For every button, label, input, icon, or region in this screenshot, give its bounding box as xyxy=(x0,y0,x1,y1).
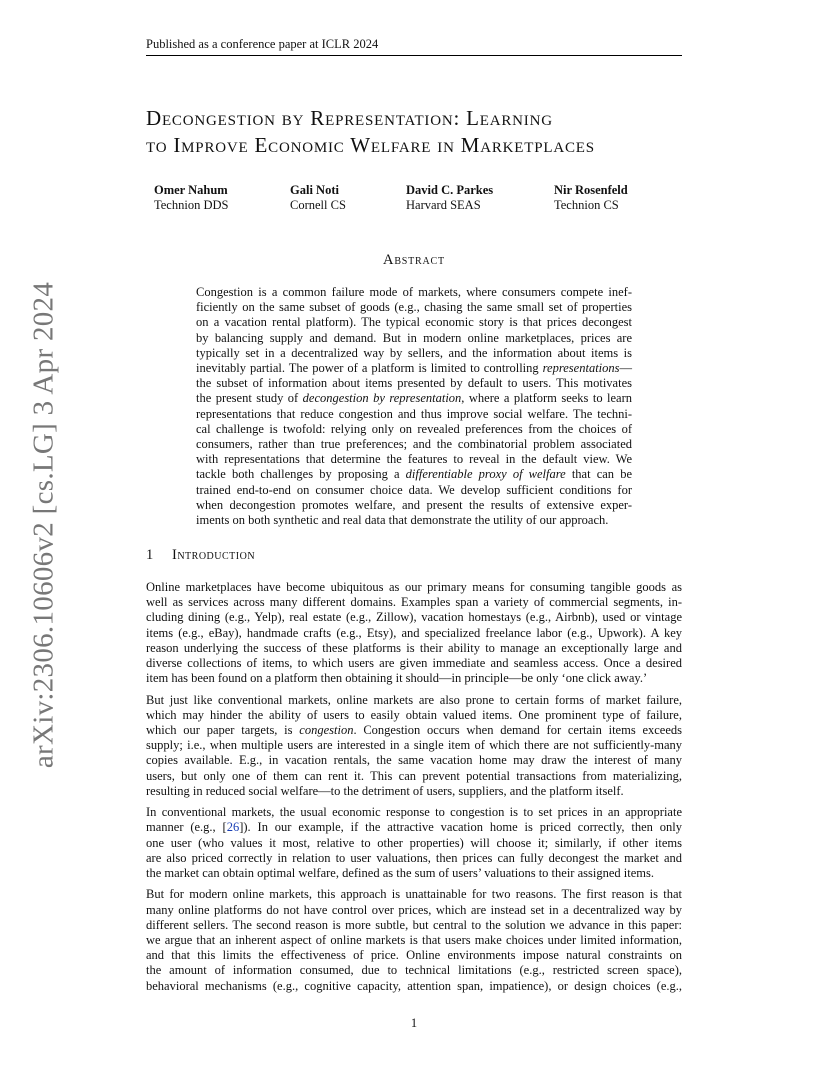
arxiv-identifier-text: arXiv:2306.10606v2 [cs.LG] 3 Apr 2024 xyxy=(27,281,60,769)
paragraph: In conventional markets, the usual economic response to congestion is to set prices in an appropriate manner (e.g., [26]). In our example, if the attractive vacation home is priced correctly, then only one user (who values it most, relative to other properties) will choose it; similarly, if other items are also priced correctly in relation to user valuations, then prices can fully decongest the market and the market can obtain optimal welfare, defined as the sum of users’ valuations to their assigned items. xyxy=(146,805,683,881)
author-affiliation: Cornell CS xyxy=(290,198,346,212)
emphasis: decongestion by representation xyxy=(302,391,462,406)
abstract-line: trained end-to-end on consumer choice data. We develop sufficient conditions for xyxy=(196,482,632,497)
author xyxy=(406,183,493,213)
abstract-line: the present study of decongestion by representation, where a platform seeks to learn xyxy=(196,391,633,406)
abstract-line: ficiently on the same subset of goods (e.g., chasing the same small set of properties xyxy=(196,300,632,315)
section-title: Introduction xyxy=(172,547,256,563)
abstract-line: tackle both challenges by proposing a differentiable proxy of welfare that can be xyxy=(196,467,632,482)
abstract-line: inevitably partial. The power of a platform is limited to controlling representations— xyxy=(196,361,632,376)
title-line-2: to Improve Economic Welfare in Marketplaces xyxy=(146,133,595,157)
abstract-line: the subset of information about items presented by default to users. This motivates xyxy=(196,376,632,391)
abstract-line: typically set in a decentralized way by sellers, and the information about items is xyxy=(196,345,632,360)
abstract-line: Congestion is a common failure mode of markets, where consumers compete inef- xyxy=(196,285,632,299)
section-number: 1 xyxy=(146,547,154,563)
running-head: Published as a conference paper at ICLR 2024 xyxy=(146,36,682,56)
page-number: 1 xyxy=(410,1016,418,1030)
paragraph: Online marketplaces have become ubiquitous as our primary means for consuming tangible goods as well as services across many different domains. Examples span a variety of commercial segments, in- cluding dining (e.g., Yelp), real estate (e.g., Zillow), vacation homestays (e.g., Airbnb), used or vintage items (e.g., eBay), handmade crafts (e.g., Etsy), and specialized freelance labor (e.g., Upwork). A key reason underlying the success of these platforms is their ability to manage an exceptionally large and diverse collections of items, to which users are given immediate and seamless access. Once a desired item has been found on a platform then obtaining it should—in principle—be only ‘one click away.’ xyxy=(146,580,682,686)
abstract-text xyxy=(196,285,632,528)
author-name: David C. Parkes xyxy=(406,183,494,197)
author-affiliation: Technion CS xyxy=(554,198,619,212)
section-heading xyxy=(146,547,682,564)
emphasis: representations xyxy=(542,361,620,376)
author xyxy=(290,183,346,213)
abstract-line: cal challenge is twofold: relying only on revealed preferences from the choices of xyxy=(196,421,632,436)
author xyxy=(154,183,228,213)
abstract-line: representations that reduce congestion and thus improve social welfare. The techni- xyxy=(196,406,632,421)
author-name: Gali Noti xyxy=(290,183,339,197)
author-affiliation: Technion DDS xyxy=(154,198,229,212)
abstract-heading: Abstract xyxy=(383,252,445,268)
author-name: Omer Nahum xyxy=(154,183,228,197)
abstract-line: iments on both synthetic and real data that demonstrate the utility of our approach. xyxy=(196,513,609,528)
abstract-line: on a vacation rental platform). The typical economic story is that prices decongest xyxy=(196,315,632,330)
arxiv-identifier xyxy=(24,281,64,769)
abstract-line: consumers, rather than true preferences; and the combinatorial problem associated xyxy=(196,437,632,452)
citation-link[interactable]: 26 xyxy=(226,820,240,835)
paragraph: But just like conventional markets, online markets are also prone to certain forms of market failure, which may hinder the ability of users to easily obtain valued items. One prominent type of failure, which our paper targets, is congestion. Congestion occurs when demand for certain items exceeds supply; i.e., when multiple users are interested in a single item of which there are not sufficiently-many copies available. E.g., in vacation rentals, the same vacation home may draw the interest of many users, but only one of them can rent it. This can prevent potential transactions from materializing, resulting in reduced social welfare—to the detriment of users, suppliers, and the platform itself. xyxy=(146,692,682,798)
paper-title xyxy=(146,105,706,159)
emphasis: differentiable proxy of welfare xyxy=(405,467,566,482)
author-affiliation: Harvard SEAS xyxy=(406,198,481,212)
title-line-1: Decongestion by Representation: Learning xyxy=(146,106,553,130)
abstract-line: with representations that determine the features to reveal in the default view. We xyxy=(196,452,632,467)
abstract-line: when decongestion promotes welfare, and present the results of extensive exper- xyxy=(196,497,632,512)
intro-body xyxy=(146,580,682,1000)
paragraph: But for modern online markets, this approach is unattainable for two reasons. The first reason is that many online platforms do not have control over prices, which are instead set in a decentralized way by different sellers. The second reason is more subtle, but central to the solution we advance in this paper: we argue that an inherent aspect of online markets is that users make choices under limited information, and that this limits the effectiveness of price. Online environments impose natural constraints on the amount of information consumed, due to technical limitations (e.g., restricted screen space), behavioral mechanisms (e.g., cognitive capacity, attention span, impatience), or design choices (e.g., xyxy=(146,887,682,993)
abstract-line: by balancing supply and demand. But in modern online marketplaces, prices are xyxy=(196,330,632,345)
emphasis: congestion xyxy=(299,723,354,738)
author-name: Nir Rosenfeld xyxy=(554,183,628,197)
author xyxy=(554,183,628,213)
author-block xyxy=(154,183,674,217)
